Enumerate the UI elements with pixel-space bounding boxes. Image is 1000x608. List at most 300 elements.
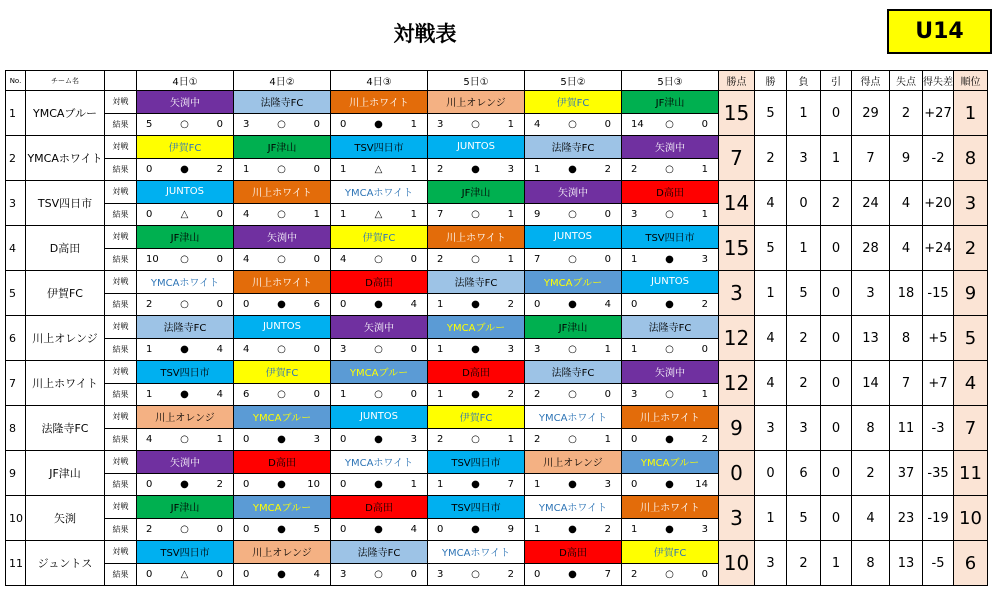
result-cell xyxy=(428,203,525,226)
rank-value: 11 xyxy=(954,451,988,496)
goals-for: 1 xyxy=(534,523,541,535)
result-symbol: ○ xyxy=(180,118,189,130)
goals-against: 1 xyxy=(507,433,514,445)
score-line xyxy=(428,479,524,490)
result-cell xyxy=(331,248,428,271)
opponent-cell: YMCAブルー xyxy=(331,361,428,384)
goals-against-value: 11 xyxy=(890,406,923,451)
losses-value: 5 xyxy=(787,271,821,316)
opponent-cell: 川上オレンジ xyxy=(234,541,331,564)
goals-against: 0 xyxy=(604,253,611,265)
opponent-cell: YMCAホワイト xyxy=(331,451,428,474)
opponent-cell: D高田 xyxy=(525,541,622,564)
goal-diff-value: +27 xyxy=(923,91,954,136)
rank-value: 7 xyxy=(954,406,988,451)
result-cell xyxy=(525,338,622,361)
wins-value: 4 xyxy=(755,361,787,406)
goals-against: 2 xyxy=(701,298,708,310)
goals-against-value: 7 xyxy=(890,361,923,406)
goals-for: 1 xyxy=(340,388,347,400)
goals-against: 3 xyxy=(410,433,417,445)
goal-diff-value: -2 xyxy=(923,136,954,181)
result-symbol: △ xyxy=(374,208,383,220)
goals-against-value: 4 xyxy=(890,181,923,226)
goals-against: 1 xyxy=(701,163,708,175)
team-row xyxy=(6,361,988,384)
header-round-1: 4日① xyxy=(137,71,234,91)
goals-against: 3 xyxy=(604,478,611,490)
goals-for: 1 xyxy=(534,163,541,175)
opponent-cell: JF津山 xyxy=(137,226,234,249)
goals-for: 5 xyxy=(146,118,153,130)
points-value: 12 xyxy=(719,316,755,361)
goals-against: 0 xyxy=(701,118,708,130)
result-symbol: △ xyxy=(374,163,383,175)
goals-for: 4 xyxy=(243,343,250,355)
result-cell xyxy=(525,203,622,226)
goals-for: 3 xyxy=(631,388,638,400)
score-line xyxy=(137,299,233,310)
goals-for-value: 14 xyxy=(852,361,890,406)
goals-against: 2 xyxy=(507,298,514,310)
result-cell xyxy=(234,293,331,316)
header-goal-diff: 得失差 xyxy=(923,71,954,91)
points-value: 14 xyxy=(719,181,755,226)
goals-against: 3 xyxy=(701,523,708,535)
goals-against-value: 23 xyxy=(890,496,923,541)
goals-for: 14 xyxy=(631,118,644,130)
goals-for: 0 xyxy=(340,433,347,445)
goals-against: 0 xyxy=(313,388,320,400)
goals-for: 4 xyxy=(243,253,250,265)
score-line xyxy=(525,254,621,265)
result-cell xyxy=(622,563,719,586)
team-name: 矢渕 xyxy=(26,496,105,541)
result-cell xyxy=(331,203,428,226)
draws-value: 1 xyxy=(821,136,852,181)
goals-against: 14 xyxy=(695,478,708,490)
goals-against: 0 xyxy=(701,343,708,355)
opponent-cell: YMCAホワイト xyxy=(525,406,622,429)
goals-for: 0 xyxy=(631,298,638,310)
result-cell xyxy=(622,158,719,181)
result-symbol: ● xyxy=(374,118,383,130)
goals-against: 3 xyxy=(507,163,514,175)
match-label: 対戦 xyxy=(105,316,137,339)
header-no: No. xyxy=(6,71,26,91)
result-cell xyxy=(137,248,234,271)
goals-against: 2 xyxy=(701,433,708,445)
goals-against: 0 xyxy=(604,118,611,130)
losses-value: 6 xyxy=(787,451,821,496)
result-symbol: ● xyxy=(277,433,286,445)
score-line xyxy=(525,389,621,400)
goals-for: 3 xyxy=(437,568,444,580)
goals-for-value: 4 xyxy=(852,496,890,541)
result-cell xyxy=(622,428,719,451)
result-symbol: ● xyxy=(277,478,286,490)
header-round-6: 5日③ xyxy=(622,71,719,91)
result-label: 結果 xyxy=(105,158,137,181)
result-cell xyxy=(331,113,428,136)
goals-against: 1 xyxy=(701,208,708,220)
goals-for: 10 xyxy=(146,253,159,265)
goals-against: 2 xyxy=(216,478,223,490)
result-cell xyxy=(622,338,719,361)
team-row xyxy=(6,226,988,249)
goals-against: 1 xyxy=(507,118,514,130)
opponent-cell: 川上オレンジ xyxy=(428,91,525,114)
opponent-cell: YMCAホワイト xyxy=(137,271,234,294)
opponent-cell: 川上ホワイト xyxy=(622,496,719,519)
header-draws: 引 xyxy=(821,71,852,91)
result-symbol: ○ xyxy=(665,388,674,400)
draws-value: 0 xyxy=(821,271,852,316)
result-label: 結果 xyxy=(105,293,137,316)
result-symbol: ● xyxy=(568,523,577,535)
goals-against-value: 37 xyxy=(890,451,923,496)
opponent-cell: YMCAブルー xyxy=(428,316,525,339)
result-label: 結果 xyxy=(105,113,137,136)
score-line xyxy=(331,524,427,535)
team-number: 5 xyxy=(6,271,26,316)
opponent-cell: YMCAブルー xyxy=(525,271,622,294)
score-line xyxy=(428,164,524,175)
opponent-cell: TSV四日市 xyxy=(331,136,428,159)
result-cell xyxy=(234,428,331,451)
opponent-cell: 矢渕中 xyxy=(525,181,622,204)
score-line xyxy=(622,119,718,130)
draws-value: 0 xyxy=(821,316,852,361)
result-cell xyxy=(331,338,428,361)
result-symbol: ● xyxy=(568,298,577,310)
result-cell xyxy=(428,473,525,496)
header-round-4: 5日① xyxy=(428,71,525,91)
score-line xyxy=(428,119,524,130)
goal-diff-value: -19 xyxy=(923,496,954,541)
draws-value: 0 xyxy=(821,361,852,406)
rank-value: 1 xyxy=(954,91,988,136)
result-symbol: ● xyxy=(568,478,577,490)
opponent-cell: TSV四日市 xyxy=(137,541,234,564)
opponent-cell: 矢渕中 xyxy=(622,136,719,159)
goals-for: 0 xyxy=(243,523,250,535)
rank-value: 9 xyxy=(954,271,988,316)
result-symbol: ● xyxy=(471,343,480,355)
draws-value: 0 xyxy=(821,496,852,541)
goals-against: 1 xyxy=(410,208,417,220)
opponent-cell: 川上ホワイト xyxy=(622,406,719,429)
opponent-cell: 矢渕中 xyxy=(137,451,234,474)
result-cell xyxy=(622,518,719,541)
result-symbol: ○ xyxy=(180,433,189,445)
goals-for: 1 xyxy=(437,298,444,310)
goals-for-value: 8 xyxy=(852,406,890,451)
opponent-cell: JUNTOS xyxy=(622,271,719,294)
match-label: 対戦 xyxy=(105,496,137,519)
result-cell xyxy=(622,113,719,136)
result-cell xyxy=(331,158,428,181)
score-line xyxy=(234,479,330,490)
result-symbol: ● xyxy=(471,388,480,400)
losses-value: 2 xyxy=(787,316,821,361)
goals-against: 4 xyxy=(410,298,417,310)
opponent-cell: 法隆寺FC xyxy=(137,316,234,339)
result-symbol: ○ xyxy=(277,343,286,355)
team-name: 川上オレンジ xyxy=(26,316,105,361)
score-line xyxy=(622,434,718,445)
goals-for: 0 xyxy=(243,298,250,310)
team-row xyxy=(6,271,988,294)
team-number: 7 xyxy=(6,361,26,406)
goals-against: 0 xyxy=(410,343,417,355)
opponent-cell: 法隆寺FC xyxy=(622,316,719,339)
team-row xyxy=(6,451,988,474)
opponent-cell: 川上ホワイト xyxy=(331,91,428,114)
score-line xyxy=(137,434,233,445)
goals-against: 1 xyxy=(410,163,417,175)
opponent-cell: 伊賀FC xyxy=(622,541,719,564)
goals-against: 1 xyxy=(313,208,320,220)
team-number: 6 xyxy=(6,316,26,361)
goals-against-value: 9 xyxy=(890,136,923,181)
goals-against: 2 xyxy=(507,388,514,400)
opponent-cell: JUNTOS xyxy=(525,226,622,249)
goals-for: 2 xyxy=(534,388,541,400)
team-number: 11 xyxy=(6,541,26,586)
result-cell xyxy=(137,203,234,226)
goals-for: 0 xyxy=(146,208,153,220)
result-cell xyxy=(331,473,428,496)
goals-against: 4 xyxy=(604,298,611,310)
losses-value: 2 xyxy=(787,541,821,586)
header-round-2: 4日② xyxy=(234,71,331,91)
result-symbol: ● xyxy=(374,523,383,535)
opponent-cell: 矢渕中 xyxy=(622,361,719,384)
goals-for-value: 2 xyxy=(852,451,890,496)
goal-diff-value: +5 xyxy=(923,316,954,361)
team-number: 8 xyxy=(6,406,26,451)
score-line xyxy=(331,389,427,400)
goals-for: 1 xyxy=(534,478,541,490)
result-symbol: ○ xyxy=(277,163,286,175)
result-cell xyxy=(428,113,525,136)
score-line xyxy=(331,479,427,490)
result-label: 結果 xyxy=(105,248,137,271)
opponent-cell: 伊賀FC xyxy=(234,361,331,384)
result-cell xyxy=(428,338,525,361)
goals-for-value: 28 xyxy=(852,226,890,271)
goals-for: 0 xyxy=(340,523,347,535)
score-line xyxy=(331,164,427,175)
goals-for-value: 8 xyxy=(852,541,890,586)
goals-against: 0 xyxy=(313,118,320,130)
result-cell xyxy=(331,293,428,316)
score-line xyxy=(525,569,621,580)
score-line xyxy=(234,389,330,400)
goals-for: 2 xyxy=(631,568,638,580)
result-symbol: ○ xyxy=(471,568,480,580)
team-name: D高田 xyxy=(26,226,105,271)
result-cell xyxy=(622,473,719,496)
result-symbol: ○ xyxy=(374,253,383,265)
category-badge: U14 xyxy=(887,9,992,54)
opponent-cell: 川上ホワイト xyxy=(234,181,331,204)
goals-against: 9 xyxy=(507,523,514,535)
result-symbol: ○ xyxy=(568,433,577,445)
losses-value: 2 xyxy=(787,361,821,406)
team-row xyxy=(6,316,988,339)
score-line xyxy=(428,254,524,265)
team-row xyxy=(6,406,988,429)
result-symbol: ○ xyxy=(374,343,383,355)
losses-value: 3 xyxy=(787,136,821,181)
result-cell xyxy=(137,563,234,586)
goals-for: 1 xyxy=(340,163,347,175)
goals-against: 7 xyxy=(507,478,514,490)
score-line xyxy=(331,344,427,355)
goals-for: 2 xyxy=(437,253,444,265)
team-name: 川上ホワイト xyxy=(26,361,105,406)
team-number: 1 xyxy=(6,91,26,136)
result-symbol: ● xyxy=(374,298,383,310)
goals-for: 1 xyxy=(437,388,444,400)
score-line xyxy=(525,524,621,535)
team-number: 4 xyxy=(6,226,26,271)
score-line xyxy=(428,209,524,220)
result-cell xyxy=(331,383,428,406)
score-line xyxy=(622,209,718,220)
header-goals-for: 得点 xyxy=(852,71,890,91)
result-symbol: ● xyxy=(374,478,383,490)
losses-value: 3 xyxy=(787,406,821,451)
result-symbol: ● xyxy=(277,298,286,310)
result-symbol: ● xyxy=(568,568,577,580)
goals-for: 1 xyxy=(146,343,153,355)
goals-against: 1 xyxy=(701,388,708,400)
goals-against: 3 xyxy=(313,433,320,445)
team-name: YMCAブルー xyxy=(26,91,105,136)
match-label: 対戦 xyxy=(105,451,137,474)
result-cell xyxy=(234,158,331,181)
result-cell xyxy=(234,383,331,406)
score-line xyxy=(137,344,233,355)
goals-against-value: 18 xyxy=(890,271,923,316)
result-cell xyxy=(428,248,525,271)
score-line xyxy=(331,254,427,265)
score-line xyxy=(234,164,330,175)
header-goals-against: 失点 xyxy=(890,71,923,91)
result-label: 結果 xyxy=(105,383,137,406)
opponent-cell: 川上オレンジ xyxy=(525,451,622,474)
goals-against: 0 xyxy=(216,253,223,265)
goals-against: 7 xyxy=(604,568,611,580)
goal-diff-value: +20 xyxy=(923,181,954,226)
result-symbol: ○ xyxy=(277,253,286,265)
opponent-cell: D高田 xyxy=(331,496,428,519)
goals-against: 1 xyxy=(410,118,417,130)
goal-diff-value: -15 xyxy=(923,271,954,316)
result-cell xyxy=(525,428,622,451)
result-cell xyxy=(137,158,234,181)
goals-against: 0 xyxy=(216,208,223,220)
opponent-cell: YMCAブルー xyxy=(234,406,331,429)
score-line xyxy=(525,434,621,445)
result-symbol: ○ xyxy=(568,388,577,400)
result-cell xyxy=(428,563,525,586)
goals-for: 1 xyxy=(631,523,638,535)
wins-value: 3 xyxy=(755,541,787,586)
goals-against: 0 xyxy=(216,523,223,535)
opponent-cell: JF津山 xyxy=(428,181,525,204)
wins-value: 4 xyxy=(755,316,787,361)
header-row xyxy=(6,71,988,91)
opponent-cell: JUNTOS xyxy=(331,406,428,429)
goals-against: 5 xyxy=(313,523,320,535)
result-symbol: △ xyxy=(180,208,189,220)
goals-against: 3 xyxy=(507,343,514,355)
goals-for: 0 xyxy=(146,568,153,580)
result-symbol: ● xyxy=(277,568,286,580)
result-cell xyxy=(234,563,331,586)
goals-for: 3 xyxy=(631,208,638,220)
opponent-cell: 川上オレンジ xyxy=(137,406,234,429)
goals-against: 0 xyxy=(410,568,417,580)
goals-against: 1 xyxy=(604,433,611,445)
score-line xyxy=(525,119,621,130)
result-symbol: ● xyxy=(471,523,480,535)
result-cell xyxy=(234,338,331,361)
opponent-cell: D高田 xyxy=(428,361,525,384)
goals-for-value: 13 xyxy=(852,316,890,361)
goals-for: 1 xyxy=(437,478,444,490)
result-symbol: ○ xyxy=(665,118,674,130)
result-symbol: ○ xyxy=(374,388,383,400)
wins-value: 3 xyxy=(755,406,787,451)
result-symbol: ○ xyxy=(665,343,674,355)
result-symbol: ● xyxy=(665,298,674,310)
rank-value: 3 xyxy=(954,181,988,226)
goals-for: 2 xyxy=(146,298,153,310)
page-title: 対戦表 xyxy=(393,22,457,46)
result-symbol: ○ xyxy=(568,118,577,130)
result-cell xyxy=(137,338,234,361)
goals-for: 0 xyxy=(243,433,250,445)
opponent-cell: JUNTOS xyxy=(234,316,331,339)
goals-for: 2 xyxy=(437,433,444,445)
match-label: 対戦 xyxy=(105,181,137,204)
header-losses: 負 xyxy=(787,71,821,91)
result-cell xyxy=(525,158,622,181)
points-value: 10 xyxy=(719,541,755,586)
goals-for: 7 xyxy=(437,208,444,220)
result-cell xyxy=(428,383,525,406)
goals-for: 0 xyxy=(340,118,347,130)
goals-for: 0 xyxy=(534,298,541,310)
opponent-cell: TSV四日市 xyxy=(428,496,525,519)
opponent-cell: JF津山 xyxy=(234,136,331,159)
opponent-cell: 伊賀FC xyxy=(137,136,234,159)
opponent-cell: YMCAホワイト xyxy=(525,496,622,519)
goals-for: 1 xyxy=(146,388,153,400)
result-cell xyxy=(525,248,622,271)
result-symbol: ○ xyxy=(180,253,189,265)
team-number: 10 xyxy=(6,496,26,541)
goals-against: 10 xyxy=(307,478,320,490)
score-line xyxy=(137,479,233,490)
result-cell xyxy=(137,428,234,451)
goals-for: 2 xyxy=(437,163,444,175)
